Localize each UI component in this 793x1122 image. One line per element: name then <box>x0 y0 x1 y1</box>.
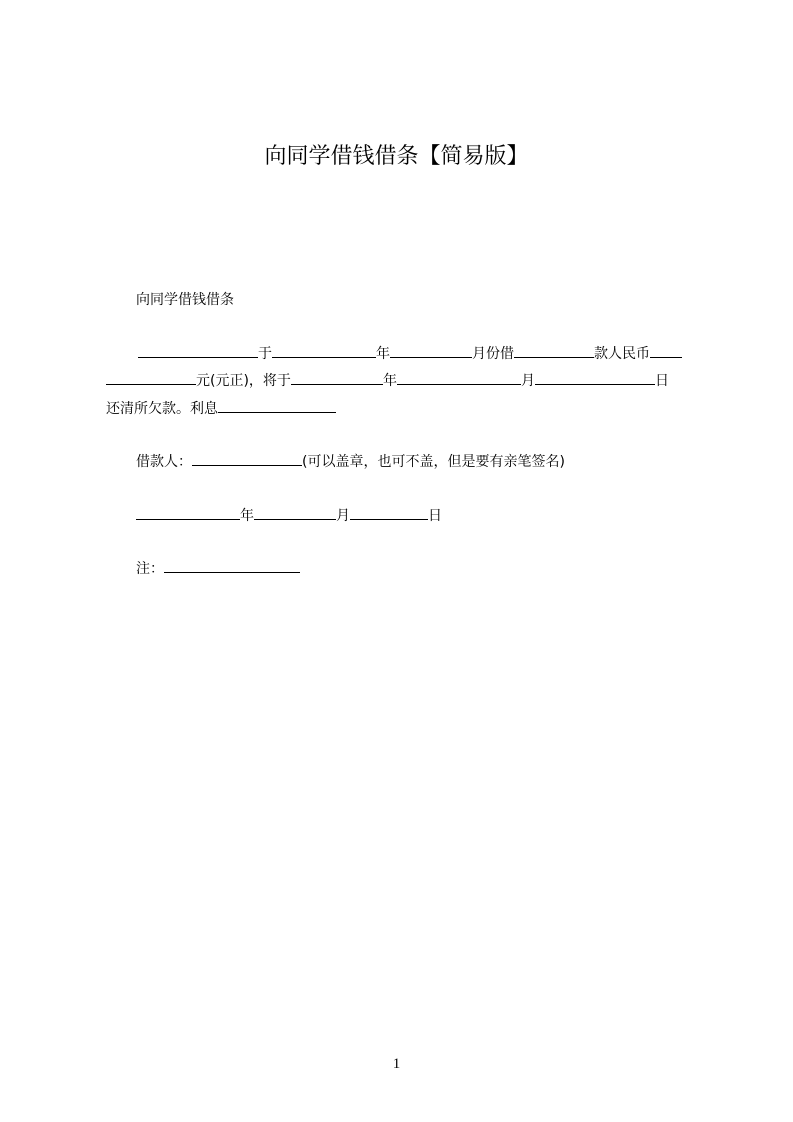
blank-repay-day[interactable] <box>535 370 655 385</box>
blank-repay-month[interactable] <box>397 370 521 385</box>
text-yuefen-jie: 月份借 <box>472 346 514 362</box>
blank-borrower-signature[interactable] <box>192 451 302 466</box>
blank-note[interactable] <box>164 558 300 573</box>
borrower-line <box>136 451 565 472</box>
blank-sign-day[interactable] <box>350 505 428 520</box>
blank-amount-start[interactable] <box>650 343 682 358</box>
text-nian: 年 <box>376 346 390 362</box>
borrower-note: (可以盖章，也可不盖，但是要有亲笔签名) <box>302 454 565 470</box>
text-yue: 月 <box>520 373 535 389</box>
blank-year[interactable] <box>272 343 376 358</box>
paragraph-line-2 <box>106 370 669 391</box>
text-ri: 日 <box>654 373 669 389</box>
text-yu: 于 <box>258 346 272 362</box>
document-title: 向同学借钱借条【简易版】 <box>264 144 529 169</box>
note-line <box>136 558 300 579</box>
date-line <box>136 505 442 526</box>
blank-sign-month[interactable] <box>254 505 336 520</box>
paragraph-line-1 <box>138 343 682 364</box>
blank-interest[interactable] <box>218 398 336 413</box>
blank-amount[interactable] <box>106 370 196 385</box>
blank-sign-year[interactable] <box>136 505 240 520</box>
borrower-label: 借款人： <box>136 454 192 470</box>
date-ri: 日 <box>428 508 442 524</box>
text-nian2: 年 <box>382 373 397 389</box>
note-label: 注： <box>136 561 164 577</box>
blank-borrow-detail[interactable] <box>514 343 594 358</box>
paragraph-line-3 <box>106 398 336 419</box>
document-subtitle: 向同学借钱借条 <box>136 292 234 308</box>
date-nian: 年 <box>240 508 254 524</box>
date-yue: 月 <box>336 508 350 524</box>
text-kuan-renminbi: 款人民币 <box>594 346 650 362</box>
blank-month[interactable] <box>390 343 472 358</box>
blank-lender-name[interactable] <box>138 343 258 358</box>
page-number: 1 <box>392 1056 401 1072</box>
text-yuan-zheng: 元(元正)，将于 <box>196 373 291 389</box>
blank-repay-year[interactable] <box>291 370 383 385</box>
text-huanqing: 还清所欠款。利息 <box>106 401 218 417</box>
